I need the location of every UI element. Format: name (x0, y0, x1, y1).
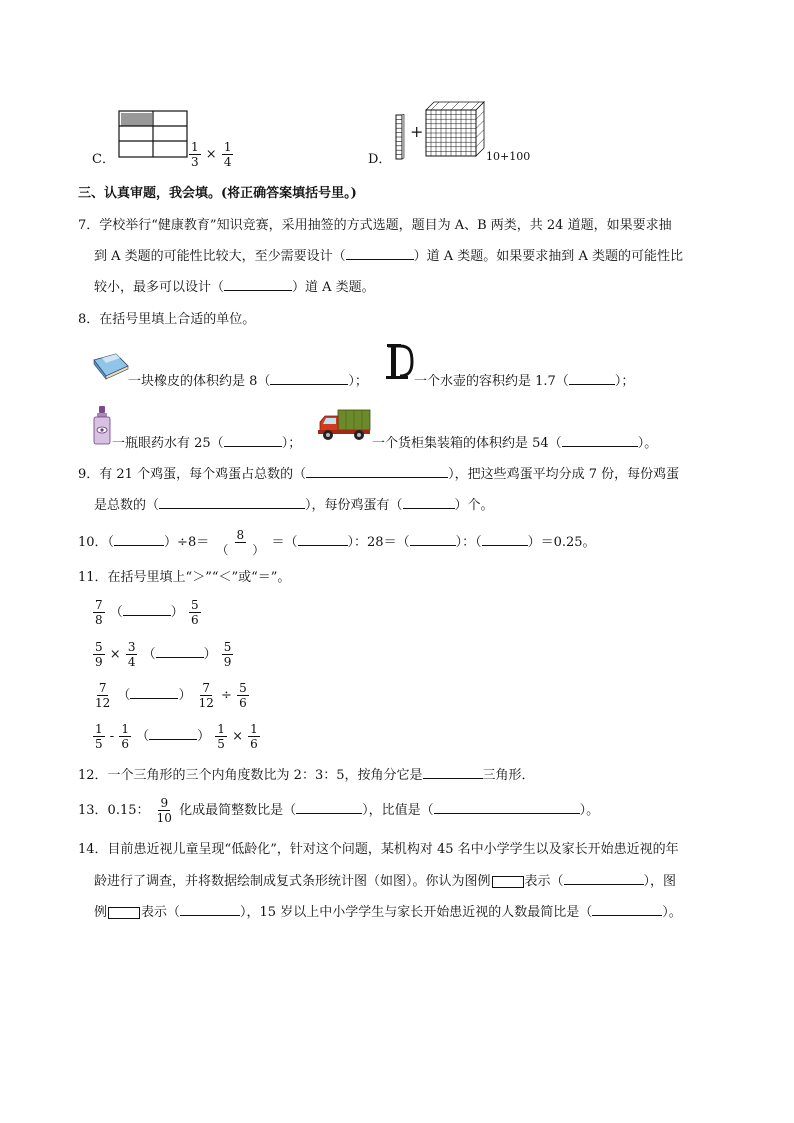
q14-line-2: 龄进行了调查，并将数据绘制成复式条形统计图（如图）。你认为图例 表示（ ），图 (94, 874, 677, 889)
answer-blank[interactable] (149, 727, 197, 740)
answer-blank[interactable] (159, 496, 305, 509)
fraction: $\frac{1}{3}$ (191, 140, 199, 169)
q11-row-4: $\frac{1}{5}$ - $\frac{1}{6}$ （ ） $\frac{1}{5}$ × $\frac{1}{6}$ (95, 722, 258, 751)
q9-line-1: 9．有 21 个鸡蛋，每个鸡蛋占总数的（ ），把这些鸡蛋平均分成 7 份，每份鸡蛋 (78, 467, 680, 482)
fraction: $\frac{1}{6}$ (250, 722, 258, 751)
q8-row-1-left: 一块橡皮的体积约是 8（ ）； (128, 374, 368, 389)
fraction: $\frac{9}{10}$ (156, 796, 172, 825)
grid-rectangle-figure (118, 110, 188, 158)
fraction: $\frac{1}{5}$ (217, 722, 225, 751)
answer-blank[interactable] (306, 465, 448, 478)
q10-line: 10．（ ）÷8＝ $\frac{8}{( )}$ ＝（ ）：28＝（ ）：（ ）＝0.25。 (78, 528, 596, 557)
q9-line-2: 是总数的（ ），每份鸡蛋有（ ）个。 (94, 498, 494, 513)
q11-title: 11．在括号里填上“＞”“＜”或“＝”。 (78, 570, 291, 585)
q12-line: 12．一个三角形的三个内角度数比为 2：3：5，按角分它是 三角形． (78, 768, 535, 783)
fraction: $\frac{5}{9}$ (223, 640, 232, 669)
answer-blank[interactable] (270, 372, 348, 385)
q8-title: 8．在括号里填上合适的单位。 (78, 312, 256, 327)
section-title: 三、认真审题，我会填。(将正确答案填括号里。) (78, 186, 357, 201)
eye-drops-icon (92, 404, 112, 446)
answer-blank[interactable] (569, 372, 615, 385)
answer-blank[interactable] (180, 903, 240, 916)
answer-blank[interactable] (562, 434, 638, 447)
legend-swatch-1 (492, 876, 524, 888)
eraser-icon (90, 352, 130, 380)
q14-line-3: 例 表示（ ），15 岁以上中小学学生与家长开始患近视的人数最简比是（ ）。 (94, 905, 682, 920)
fraction: $\frac{8}{( )}$ (216, 528, 265, 557)
fraction: $\frac{3}{4}$ (127, 640, 136, 669)
legend-swatch-2 (108, 907, 140, 919)
q7-line-2: 到 A 类题的可能性比较大，至少需要设计（ ）道 A 类题。如果要求抽到 A 类题的可能性比 (94, 249, 683, 264)
fraction: $\frac{5}{6}$ (239, 681, 247, 710)
answer-blank[interactable] (298, 533, 348, 546)
option-c-expression (188, 140, 234, 169)
answer-blank[interactable] (156, 645, 204, 658)
q11-row-3: $\frac{7}{12}$ （ ） $\frac{7}{12}$ ÷ $\frac{5}{6}$ (95, 681, 247, 710)
option-d-label: D． (368, 152, 392, 167)
plus-sign: + (410, 122, 424, 141)
q11-row-2: $\frac{5}{9}$ × $\frac{3}{4}$ （ ） $\frac{5}{9}$ (95, 640, 232, 669)
option-d-caption: 10+100 (486, 150, 531, 163)
answer-blank[interactable] (482, 533, 528, 546)
q7-line-1: 7．学校举行“健康教育”知识竞赛，采用抽签的方式选题，题目为 A、B 两类，共 24 道题，如果要求抽 (78, 218, 672, 233)
fraction: $\frac{1}{4}$ (223, 140, 232, 169)
option-c-label: C． (92, 152, 115, 167)
hundred-cube-icon (424, 100, 486, 158)
times-sign: × (205, 147, 217, 162)
answer-blank[interactable] (564, 872, 644, 885)
ten-rod-icon (395, 114, 405, 160)
answer-blank[interactable] (224, 278, 292, 291)
answer-blank[interactable] (423, 766, 483, 779)
q11-row-1: $\frac{7}{8}$ （ ） $\frac{5}{6}$ (95, 598, 199, 627)
answer-blank[interactable] (114, 533, 164, 546)
answer-blank[interactable] (346, 247, 414, 260)
kettle-icon (384, 342, 414, 382)
q7-line-3: 较小，最多可以设计（ ）道 A 类题。 (94, 280, 375, 295)
q14-line-1: 14．目前患近视儿童呈现“低龄化”，针对这个问题，某机构对 45 名中小学学生以及家长开始患近视的年 (78, 842, 679, 857)
answer-blank[interactable] (296, 801, 362, 814)
fraction: $\frac{7}{8}$ (95, 598, 103, 627)
answer-blank[interactable] (410, 533, 456, 546)
answer-blank[interactable] (403, 496, 455, 509)
answer-blank[interactable] (434, 801, 580, 814)
q13-line: 13．0.15： $\frac{9}{10}$ 化成最简整数比是（ ），比值是（ ）。 (78, 796, 600, 825)
answer-blank[interactable] (130, 686, 178, 699)
fraction: $\frac{1}{5}$ (95, 722, 103, 751)
fraction: $\frac{7}{12}$ (198, 681, 214, 710)
answer-blank[interactable] (224, 434, 282, 447)
fraction: $\frac{5}{6}$ (190, 598, 199, 627)
answer-blank[interactable] (123, 603, 171, 616)
truck-icon (316, 408, 372, 442)
answer-blank[interactable] (592, 903, 662, 916)
q8-row-1-right: 一个水壶的容积约是 1.7（ ）； (414, 374, 635, 389)
fraction: $\frac{7}{12}$ (95, 681, 111, 710)
fraction: $\frac{5}{9}$ (95, 640, 103, 669)
q8-row-2-right: 一个货柜集装箱的体积约是 54（ ）。 (372, 436, 658, 451)
fraction: $\frac{1}{6}$ (121, 722, 129, 751)
q8-row-2-left: 一瓶眼药水有 25（ ）； (112, 436, 302, 451)
